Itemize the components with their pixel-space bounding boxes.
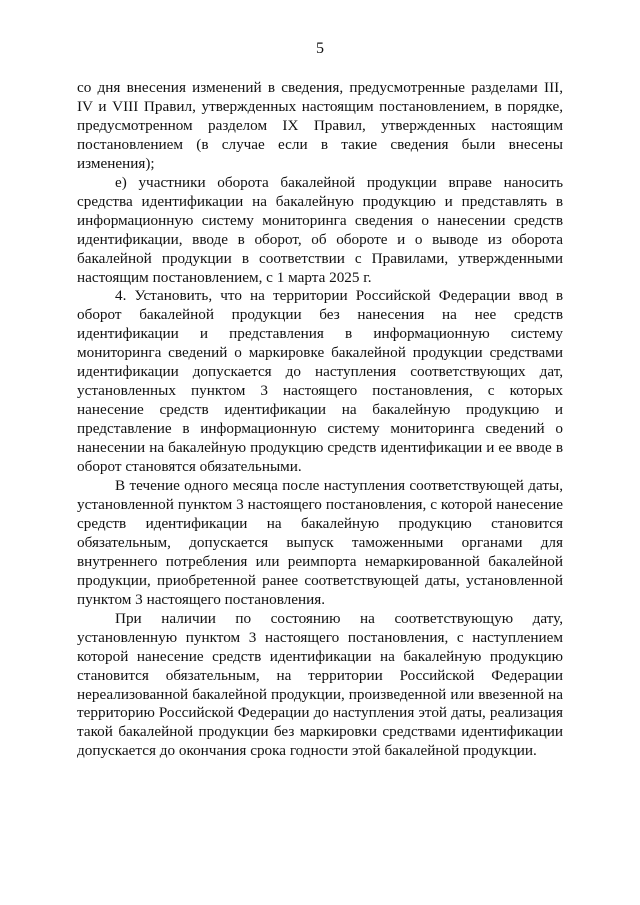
document-body bbox=[77, 79, 563, 761]
page-number: 5 bbox=[316, 40, 324, 57]
paragraph-unsold-products: При наличии по состоянию на соответствующую дату, установленную пунктом 3 настоящего постановления, с наступлением которой нанесение средств идентификации на бакалейную продукцию становится обязательным, на территории Российской Федерации нереализованной бакалейной продукции, произведенной или ввезенной на территорию Российской Федерации до наступления этой даты, реализация такой бакалейной продукции без маркировки средствами идентификации допускается до окончания срока годности этой бакалейной продукции. bbox=[77, 609, 563, 760]
paragraph-item-4: 4. Установить, что на территории Российской Федерации ввод в оборот бакалейной продукции без нанесения на нее средств идентификации и представления в информационную систему мониторинга сведений о маркировке бакалейной продукции средствами идентификации допускается до наступления соответствующих дат, установленных пунктом 3 настоящего постановления, с которых нанесение средств идентификации на бакалейную продукцию и представление в информационную систему мониторинга сведений о нанесении на бакалейную продукцию средств идентификации и ее вводе в оборот становятся обязательными. bbox=[77, 287, 563, 476]
paragraph-customs-release: В течение одного месяца после наступления соответствующей даты, установленной пунктом 3 настоящего постановления, с которой нанесение средств идентификации на бакалейную продукцию становится обязательным, допускается выпуск таможенными органами для внутреннего потребления или реимпорта немаркированной бакалейной продукции, приобретенной ранее соответствующей даты, установленной пунктом 3 настоящего постановления. bbox=[77, 477, 563, 608]
paragraph-item-e: е) участники оборота бакалейной продукции вправе наносить средства идентификации на бакалейную продукцию и представлять в информационную систему мониторинга сведения о нанесении средств идентификации, вводе в оборот, об обороте и о выводе из оборота бакалейной продукции в соответствии с Правилами, утвержденными настоящим постановлением, с 1 марта 2025 г. bbox=[77, 173, 563, 286]
paragraph-continuation: со дня внесения изменений в сведения, предусмотренные разделами III, IV и VIII Правил, утвержденных настоящим постановлением, в порядке, предусмотренном разделом IX Правил, утвержденных настоящим постановлением (в случае если в такие сведения были внесены изменения); bbox=[77, 79, 563, 172]
